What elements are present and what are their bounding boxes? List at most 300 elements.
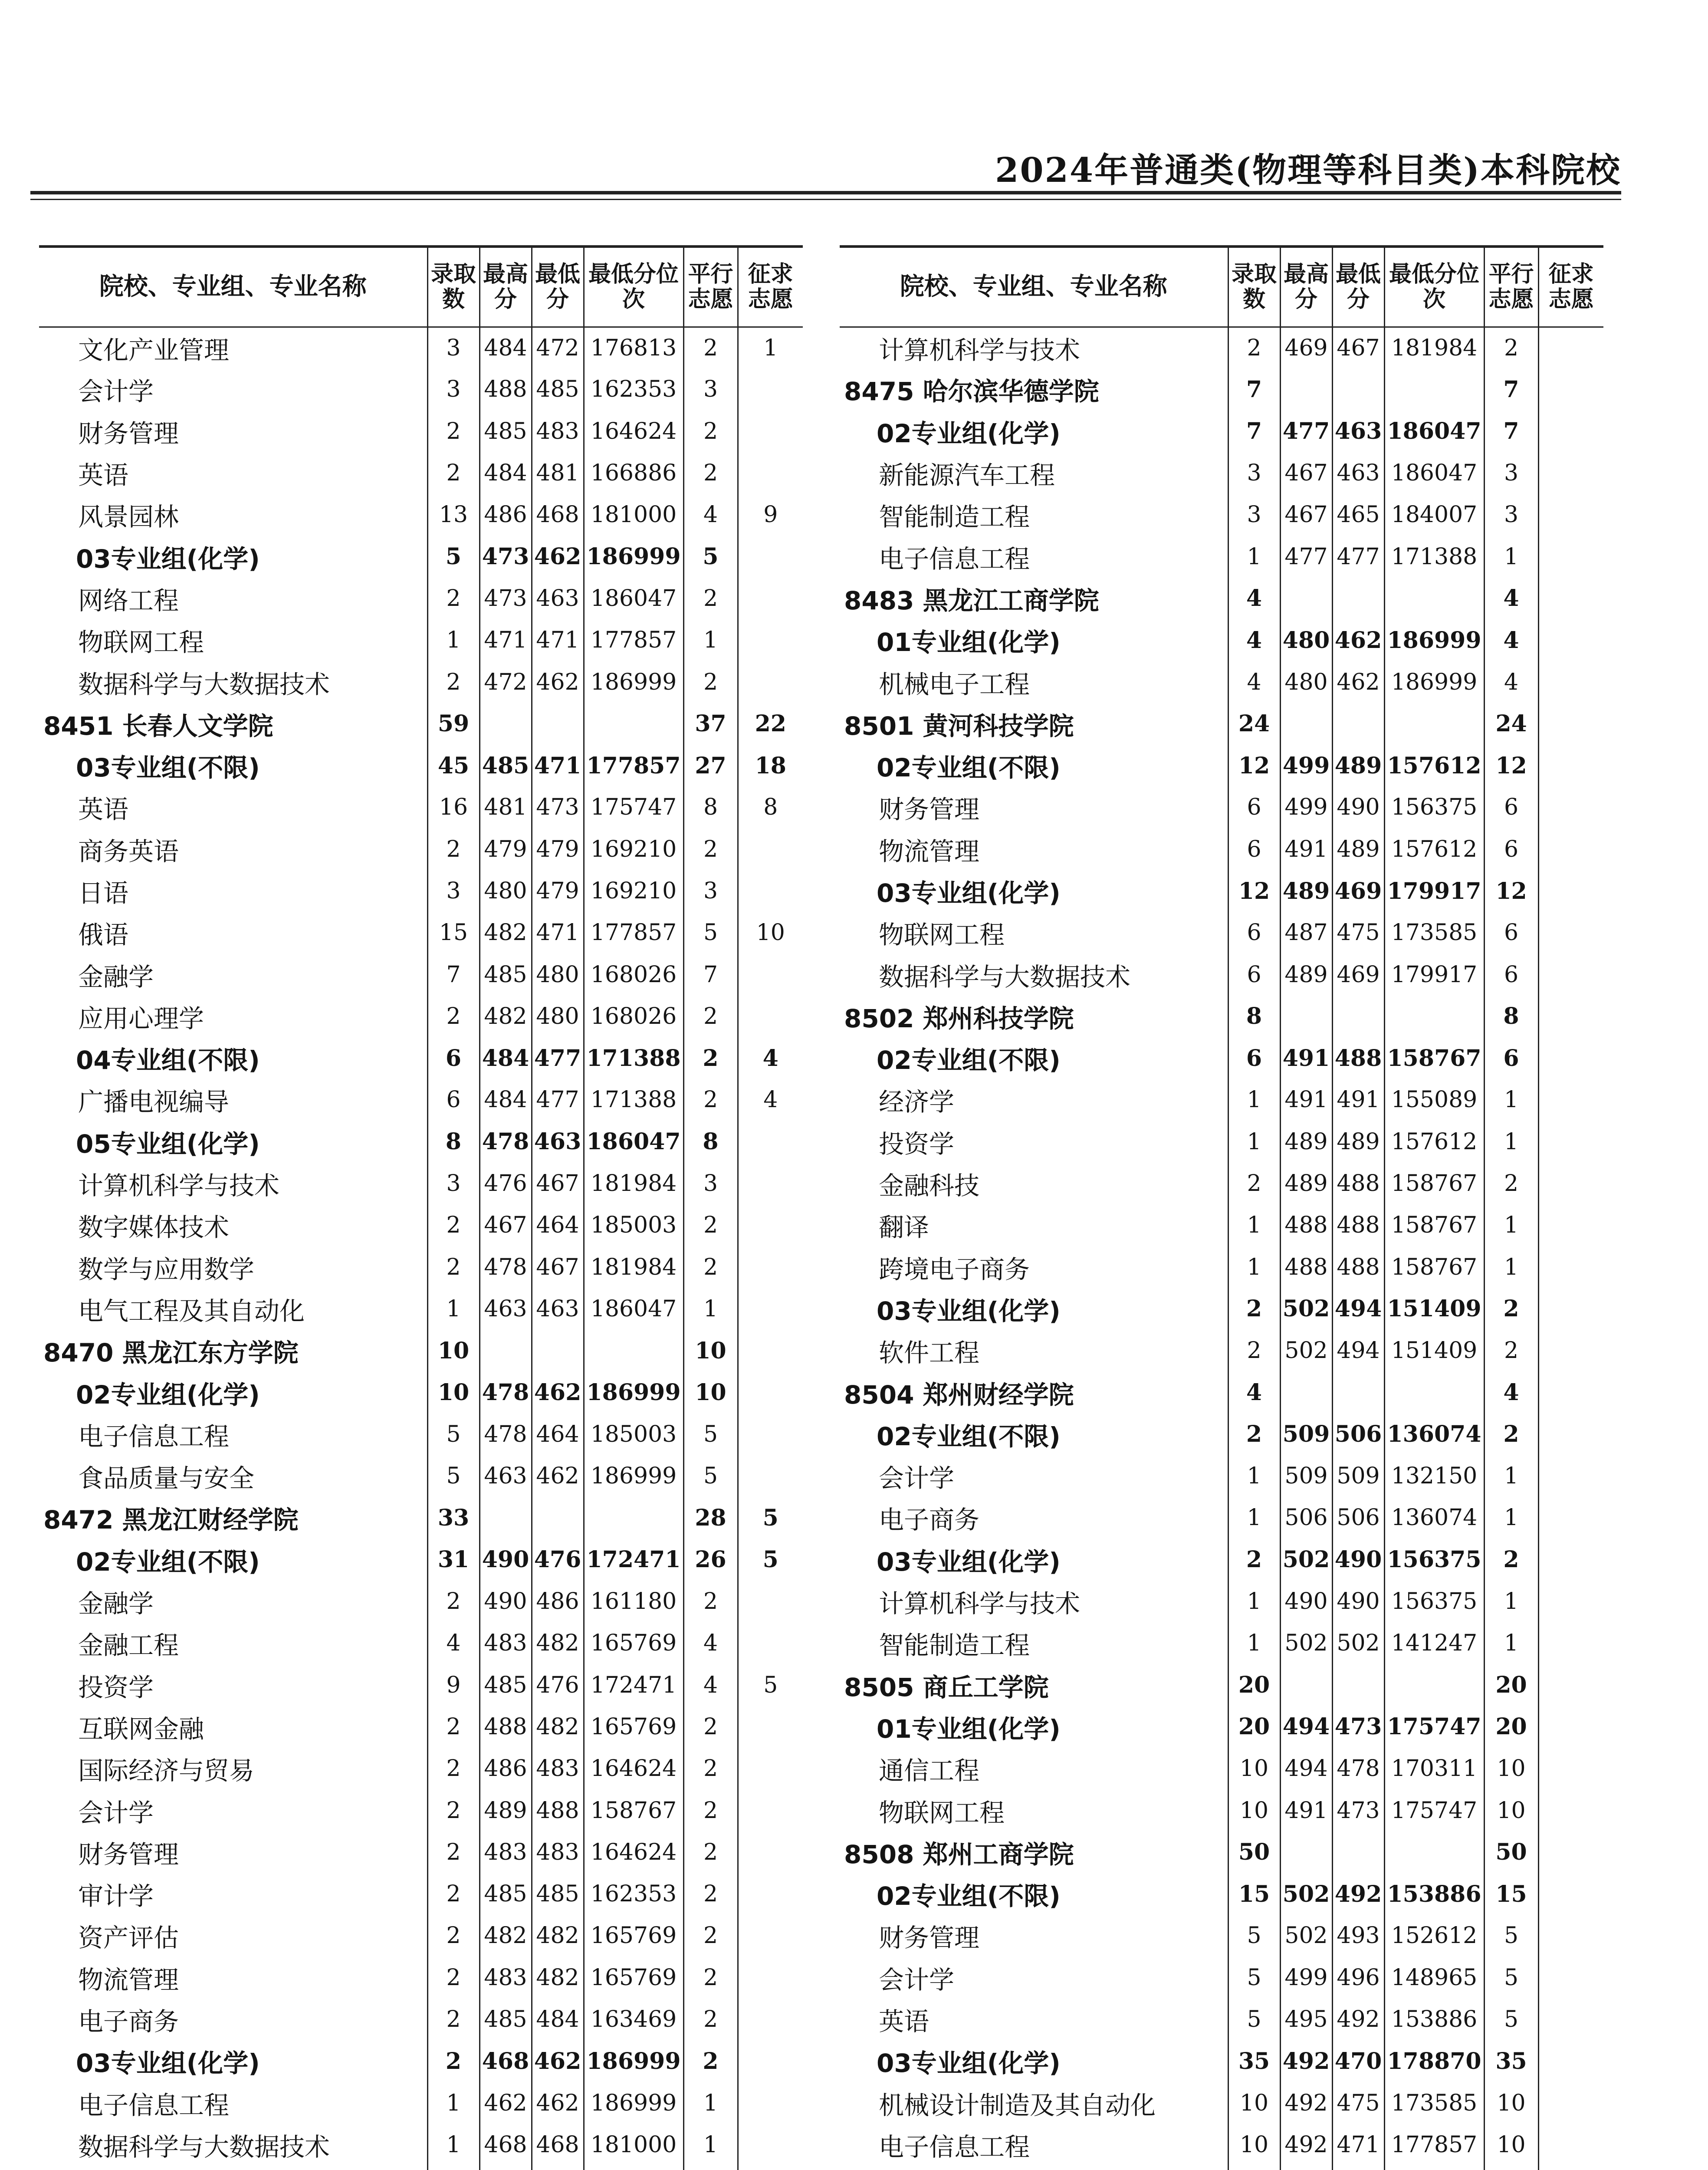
- table-body-left: [39, 327, 803, 2170]
- cell-min-rank: [584, 703, 683, 745]
- group-row: [840, 411, 1603, 452]
- major-row: [840, 953, 1603, 995]
- cell-min-rank: 153886: [1384, 1999, 1484, 2040]
- cell-min-rank: 165769: [584, 1706, 683, 1748]
- cell-max-score: 477: [1280, 411, 1332, 452]
- cell-min-rank: 179917: [1384, 953, 1484, 995]
- cell-max-score: 487: [1280, 912, 1332, 953]
- cell-admitted: 7: [1228, 411, 1280, 452]
- major-row: [840, 1497, 1603, 1539]
- cell-solicit: [1538, 1622, 1603, 1664]
- cell-parallel: 6: [1484, 1037, 1538, 1079]
- cell-admitted: 1: [1228, 1581, 1280, 1622]
- cell-max-score: 463: [480, 1455, 532, 1497]
- cell-parallel: 4: [683, 1664, 738, 1706]
- cell-admitted: 1: [427, 2124, 480, 2166]
- cell-parallel: 2: [1484, 1539, 1538, 1581]
- cell-solicit: [1538, 1581, 1603, 1622]
- cell-min-score: 492: [1332, 1999, 1384, 2040]
- cell-min-rank: 186999: [584, 536, 683, 577]
- cell-min-rank: 156375: [1384, 1581, 1484, 1622]
- major-row: [39, 1079, 803, 1121]
- cell-solicit: [738, 1999, 803, 2040]
- cell-parallel: 4: [683, 1622, 738, 1664]
- cell-min-score: 479: [532, 870, 584, 912]
- cell-min-score: [532, 1330, 584, 1371]
- cell-name: 电子信息工程: [78, 2090, 230, 2120]
- cell-max-score: 472: [480, 661, 532, 703]
- cell-solicit: [1538, 1915, 1603, 1956]
- cell-solicit: [1538, 494, 1603, 536]
- cell-solicit: 1: [738, 327, 803, 368]
- cell-name: [39, 2166, 427, 2170]
- group-row: [840, 1539, 1603, 1581]
- cell-min-score: 489: [1332, 745, 1384, 786]
- cell-min-score: 471: [532, 745, 584, 786]
- cell-min-score: 473: [532, 786, 584, 828]
- cell-min-score: [1332, 703, 1384, 745]
- cell-solicit: [1538, 1455, 1603, 1497]
- cell-admitted: 6: [427, 1079, 480, 1121]
- cell-solicit: [738, 1288, 803, 1330]
- cell-min-score: 471: [1332, 2124, 1384, 2166]
- cell-min-score: 463: [532, 1121, 584, 1163]
- cell-name: 电气工程及其自动化: [78, 1296, 305, 1326]
- cell-name: 金融工程: [78, 1631, 179, 1660]
- cell-admitted: 10: [427, 1330, 480, 1371]
- cell-name: 经济学: [879, 1087, 955, 1117]
- cell-name: 数据科学与大数据技术: [879, 962, 1131, 992]
- cell-parallel: 10: [1484, 1789, 1538, 1831]
- cell-min-rank: 184007: [1384, 494, 1484, 536]
- cell-max-score: 509: [1280, 1414, 1332, 1455]
- cell-max-score: 478: [480, 1246, 532, 1288]
- cell-name: 物联网工程: [78, 628, 204, 658]
- cell-parallel: 1: [683, 1288, 738, 1330]
- cell-parallel: 4: [1484, 619, 1538, 661]
- cell-max-score: 499: [1280, 786, 1332, 828]
- group-row: [39, 536, 803, 577]
- cell-solicit: [738, 1455, 803, 1497]
- cell-name: 02专业组(化学): [877, 418, 1061, 448]
- cell-solicit: [738, 1414, 803, 1455]
- cell-max-score: 473: [480, 536, 532, 577]
- cell-min-rank: 164624: [584, 1748, 683, 1789]
- cell-max-score: [1280, 1831, 1332, 1873]
- cell-solicit: [738, 536, 803, 577]
- cell-min-score: [1332, 578, 1384, 619]
- cell-solicit: [1538, 1246, 1603, 1288]
- cell-max-score: 462: [480, 2082, 532, 2124]
- cell-min-rank: 173585: [1384, 912, 1484, 953]
- cell-solicit: [1538, 1497, 1603, 1539]
- cell-min-score: 490: [1332, 1581, 1384, 1622]
- cell-min-rank: 165769: [584, 1915, 683, 1956]
- cell-min-rank: 173585: [1384, 2082, 1484, 2124]
- cell-admitted: 2: [1228, 1163, 1280, 1204]
- group-row: [840, 1873, 1603, 1915]
- cell-max-score: 491: [1280, 1789, 1332, 1831]
- cell-name: 8505 商丘工学院: [844, 1672, 1049, 1702]
- cell-min-rank: 168026: [584, 953, 683, 995]
- cell-name: 03专业组(化学): [877, 1296, 1061, 1326]
- cell-min-score: [1332, 1371, 1384, 1413]
- group-row: [39, 1539, 803, 1581]
- cell-min-rank: 185003: [584, 1414, 683, 1455]
- cell-solicit: [738, 996, 803, 1037]
- cell-parallel: 12: [1484, 745, 1538, 786]
- cell-solicit: [1538, 1873, 1603, 1915]
- cell-name: 机械设计制造及其自动化: [879, 2090, 1156, 2120]
- cell-name: 金融科技: [879, 1171, 980, 1201]
- col-header-min-score: 最低分: [1332, 247, 1384, 327]
- cell-min-score: 488: [1332, 1037, 1384, 1079]
- cell-max-score: 485: [480, 745, 532, 786]
- cell-min-score: 484: [532, 1999, 584, 2040]
- cell-solicit: 4: [738, 1079, 803, 1121]
- cell-admitted: 15: [1228, 1873, 1280, 1915]
- cell-parallel: 2: [683, 1037, 738, 1079]
- cell-parallel: 5: [1484, 1957, 1538, 1999]
- cell-parallel: 5: [683, 1455, 738, 1497]
- cell-name: 财务管理: [879, 795, 980, 825]
- cell-parallel: 2: [1484, 327, 1538, 368]
- cell-name: 03专业组(化学): [76, 544, 260, 574]
- cell-name: 会计学: [879, 1965, 955, 1995]
- major-row: [39, 1246, 803, 1288]
- major-row: [840, 1455, 1603, 1497]
- cell-min-score: 463: [1332, 411, 1384, 452]
- cell-min-score: [532, 2166, 584, 2170]
- cell-solicit: 4: [738, 1037, 803, 1079]
- cell-min-rank: 152612: [1384, 1915, 1484, 1956]
- cell-parallel: 2: [683, 1079, 738, 1121]
- header-rule-thick: [30, 191, 1621, 194]
- cell-min-rank: 186999: [584, 2040, 683, 2082]
- cell-admitted: 3: [427, 870, 480, 912]
- cell-admitted: 8: [427, 1121, 480, 1163]
- cell-parallel: 1: [683, 619, 738, 661]
- cell-min-rank: 177857: [584, 912, 683, 953]
- cell-admitted: 16: [427, 786, 480, 828]
- cell-solicit: 10: [738, 912, 803, 953]
- cell-min-rank: 181984: [584, 1246, 683, 1288]
- cell-admitted: 2: [1228, 327, 1280, 368]
- cell-min-score: 462: [532, 661, 584, 703]
- cell-name: 机械电子工程: [879, 669, 1030, 699]
- cell-admitted: 4: [1228, 1371, 1280, 1413]
- cell-max-score: 490: [480, 1581, 532, 1622]
- cell-min-rank: [1384, 2166, 1484, 2170]
- cell-name: 02专业组(不限): [877, 1881, 1061, 1911]
- cell-min-score: 464: [532, 1204, 584, 1246]
- cell-min-score: 479: [532, 829, 584, 870]
- cell-min-score: 469: [1332, 870, 1384, 912]
- cell-min-score: 477: [532, 1079, 584, 1121]
- cell-name: 会计学: [78, 377, 154, 407]
- cell-min-score: 494: [1332, 1330, 1384, 1371]
- cell-solicit: [738, 1873, 803, 1915]
- cell-solicit: [1538, 661, 1603, 703]
- cell-parallel: 2: [683, 452, 738, 494]
- cell-parallel: 2: [683, 1999, 738, 2040]
- cell-min-score: 502: [1332, 1622, 1384, 1664]
- cell-name: 通信工程: [879, 1756, 980, 1786]
- cell-admitted: 6: [1228, 1037, 1280, 1079]
- cell-parallel: 35: [1484, 2040, 1538, 2082]
- cell-max-score: 488: [480, 1706, 532, 1748]
- cell-min-score: 482: [532, 1706, 584, 1748]
- cell-parallel: 5: [1484, 1999, 1538, 2040]
- cell-solicit: [738, 2040, 803, 2082]
- cell-max-score: 480: [480, 870, 532, 912]
- cell-max-score: 486: [480, 1748, 532, 1789]
- cell-name: 8502 郑州科技学院: [844, 1003, 1074, 1033]
- cell-min-score: 462: [532, 1371, 584, 1413]
- cell-admitted: 1: [427, 1288, 480, 1330]
- cell-name: 俄语: [78, 920, 129, 950]
- cell-parallel: [1484, 2166, 1538, 2170]
- cell-min-rank: 162353: [584, 368, 683, 410]
- cell-name: 物联网工程: [879, 920, 1005, 950]
- cell-min-rank: 186047: [1384, 411, 1484, 452]
- cell-name: 电子商务: [78, 2007, 179, 2037]
- cell-admitted: 9: [427, 1664, 480, 1706]
- cell-min-rank: [1384, 996, 1484, 1037]
- cell-max-score: 489: [1280, 870, 1332, 912]
- cell-min-rank: 166886: [584, 452, 683, 494]
- cell-name: 电子信息工程: [879, 544, 1030, 574]
- cell-name: 05专业组(化学): [76, 1129, 260, 1159]
- cell-min-rank: 178870: [1384, 2040, 1484, 2082]
- major-row: [39, 1455, 803, 1497]
- cell-parallel: 2: [1484, 1163, 1538, 1204]
- cell-admitted: 50: [1228, 1831, 1280, 1873]
- cell-parallel: 1: [1484, 1246, 1538, 1288]
- cell-solicit: [1538, 2124, 1603, 2166]
- cell-min-rank: 157612: [1384, 829, 1484, 870]
- cell-name: 会计学: [879, 1463, 955, 1493]
- major-row: [39, 1706, 803, 1748]
- cell-solicit: [1538, 786, 1603, 828]
- major-row: [840, 1246, 1603, 1288]
- cell-min-rank: [1384, 1371, 1484, 1413]
- cell-min-rank: 157612: [1384, 1121, 1484, 1163]
- cell-min-rank: 157612: [1384, 745, 1484, 786]
- cell-min-score: 480: [532, 953, 584, 995]
- cell-admitted: 2: [427, 1957, 480, 1999]
- cell-parallel: 10: [1484, 2082, 1538, 2124]
- cell-min-score: 476: [532, 1539, 584, 1581]
- major-row: [840, 1204, 1603, 1246]
- cell-parallel: 1: [683, 2082, 738, 2124]
- cell-solicit: [1538, 1163, 1603, 1204]
- cell-min-score: 462: [1332, 661, 1384, 703]
- cell-name: 广播电视编导: [78, 1087, 230, 1117]
- cell-max-score: 494: [1280, 1706, 1332, 1748]
- cell-parallel: 3: [1484, 494, 1538, 536]
- cell-max-score: [480, 2166, 532, 2170]
- cell-parallel: 3: [1484, 452, 1538, 494]
- cell-min-score: 485: [532, 1873, 584, 1915]
- cell-name: 数据科学与大数据技术: [78, 2132, 330, 2162]
- cell-max-score: 502: [1280, 1539, 1332, 1581]
- cell-max-score: [1280, 368, 1332, 410]
- cell-min-rank: 175747: [584, 786, 683, 828]
- major-row: [840, 1957, 1603, 1999]
- cell-admitted: 2: [427, 1246, 480, 1288]
- cell-name: 金融学: [78, 962, 154, 992]
- cell-max-score: [480, 1330, 532, 1371]
- cell-solicit: [1538, 1706, 1603, 1748]
- major-row: [39, 786, 803, 828]
- cell-solicit: 18: [738, 745, 803, 786]
- cell-parallel: 2: [683, 1957, 738, 1999]
- cell-min-rank: 165769: [584, 1957, 683, 1999]
- major-row: [39, 1414, 803, 1455]
- cell-max-score: 494: [1280, 1748, 1332, 1789]
- cell-admitted: 6: [1228, 912, 1280, 953]
- cell-max-score: 499: [1280, 1957, 1332, 1999]
- cell-min-rank: 186999: [584, 1455, 683, 1497]
- cell-solicit: [738, 1204, 803, 1246]
- cell-min-score: 506: [1332, 1414, 1384, 1455]
- group-row: [39, 1371, 803, 1413]
- cell-solicit: [738, 1246, 803, 1288]
- major-row: [39, 661, 803, 703]
- cell-solicit: [1538, 2082, 1603, 2124]
- school-row: [840, 996, 1603, 1037]
- cell-name: 物流管理: [879, 836, 980, 866]
- cell-admitted: 2: [427, 661, 480, 703]
- cell-parallel: 28: [683, 1497, 738, 1539]
- cell-parallel: 24: [1484, 703, 1538, 745]
- cell-min-rank: 181984: [584, 1163, 683, 1204]
- cell-solicit: [1538, 996, 1603, 1037]
- cell-name: 国际经济与贸易: [78, 1756, 255, 1786]
- cell-max-score: 509: [1280, 1455, 1332, 1497]
- cell-max-score: 489: [1280, 1163, 1332, 1204]
- major-row: [39, 1999, 803, 2040]
- cell-name: 软件工程: [879, 1338, 980, 1368]
- cell-min-rank: 164624: [584, 411, 683, 452]
- cell-min-score: 467: [1332, 327, 1384, 368]
- major-row: [39, 1664, 803, 1706]
- cell-min-rank: [1384, 703, 1484, 745]
- col-header-solicit: 征求志愿: [1538, 247, 1603, 327]
- cell-min-score: 463: [1332, 452, 1384, 494]
- cell-name: 8508 郑州工商学院: [844, 1839, 1074, 1869]
- cell-min-rank: 163469: [584, 1999, 683, 2040]
- col-header-name: 院校、专业组、专业名称: [39, 247, 427, 327]
- cell-min-rank: 181000: [584, 494, 683, 536]
- cell-admitted: 3: [427, 327, 480, 368]
- table-body-right: [840, 327, 1603, 2170]
- cell-min-score: 481: [532, 452, 584, 494]
- cell-solicit: [1538, 368, 1603, 410]
- cell-parallel: 6: [1484, 912, 1538, 953]
- cell-admitted: 59: [427, 703, 480, 745]
- cell-admitted: 5: [427, 1414, 480, 1455]
- cell-min-rank: 141247: [1384, 1622, 1484, 1664]
- cell-admitted: 2: [427, 1831, 480, 1873]
- cell-solicit: [1538, 703, 1603, 745]
- cell-min-score: 482: [532, 1622, 584, 1664]
- cell-min-rank: 175747: [1384, 1789, 1484, 1831]
- cell-name: 8501 黄河科技学院: [844, 711, 1074, 741]
- major-row: [840, 1789, 1603, 1831]
- major-row: [39, 494, 803, 536]
- cell-admitted: 4: [1228, 661, 1280, 703]
- major-row: [840, 1079, 1603, 1121]
- school-row: [39, 703, 803, 745]
- cell-solicit: [738, 2166, 803, 2170]
- cell-name: 8483 黑龙江工商学院: [844, 585, 1099, 615]
- cell-admitted: [427, 2166, 480, 2170]
- cell-solicit: [1538, 1079, 1603, 1121]
- cell-name: 电子信息工程: [879, 2132, 1030, 2162]
- cell-solicit: [1538, 1789, 1603, 1831]
- major-row: [39, 1204, 803, 1246]
- cell-parallel: 2: [1484, 1414, 1538, 1455]
- group-row: [840, 2040, 1603, 2082]
- cell-parallel: 5: [683, 912, 738, 953]
- cell-min-rank: [1384, 368, 1484, 410]
- major-row: [840, 452, 1603, 494]
- cell-parallel: 2: [683, 1246, 738, 1288]
- major-row: [840, 1915, 1603, 1956]
- cell-admitted: 2: [427, 996, 480, 1037]
- cell-solicit: [1538, 1371, 1603, 1413]
- cell-min-rank: 179917: [1384, 870, 1484, 912]
- cell-parallel: 2: [1484, 1288, 1538, 1330]
- cell-name: 财务管理: [78, 1839, 179, 1869]
- cell-name: 物联网工程: [879, 1798, 1005, 1828]
- cell-min-rank: 171388: [584, 1037, 683, 1079]
- cell-parallel: 12: [1484, 870, 1538, 912]
- cell-max-score: 484: [480, 1037, 532, 1079]
- cell-min-score: [1332, 996, 1384, 1037]
- cell-solicit: [738, 870, 803, 912]
- group-row: [840, 619, 1603, 661]
- cell-parallel: 10: [1484, 2124, 1538, 2166]
- cell-min-score: 463: [532, 1288, 584, 1330]
- cell-parallel: 2: [1484, 1330, 1538, 1371]
- cell-solicit: [1538, 953, 1603, 995]
- cell-min-rank: 155089: [1384, 1079, 1484, 1121]
- cell-min-rank: 172471: [584, 1539, 683, 1581]
- cell-admitted: 4: [427, 1622, 480, 1664]
- cell-min-rank: 186047: [584, 1288, 683, 1330]
- table-header-row: [39, 247, 803, 327]
- cell-admitted: 6: [1228, 786, 1280, 828]
- col-header-name: 院校、专业组、专业名称: [840, 247, 1228, 327]
- major-row: [39, 1288, 803, 1330]
- cell-min-score: 468: [532, 2124, 584, 2166]
- cell-admitted: 2: [427, 578, 480, 619]
- left-column: [39, 245, 803, 2170]
- cell-min-score: 462: [532, 536, 584, 577]
- cell-min-rank: 171388: [584, 1079, 683, 1121]
- cell-admitted: 6: [1228, 829, 1280, 870]
- cell-min-score: 463: [532, 578, 584, 619]
- col-header-max-score: 最高分: [480, 247, 532, 327]
- cell-min-rank: 177857: [1384, 2124, 1484, 2166]
- cell-admitted: 2: [427, 1999, 480, 2040]
- cell-admitted: 6: [1228, 953, 1280, 995]
- cell-name: 03专业组(化学): [877, 1547, 1061, 1577]
- cell-min-rank: 170311: [1384, 1748, 1484, 1789]
